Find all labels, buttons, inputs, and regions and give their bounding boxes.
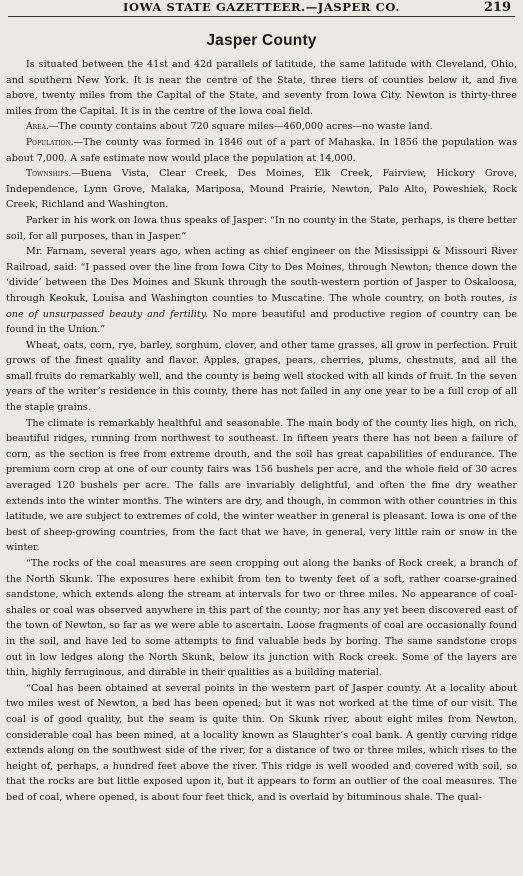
header-rule — [8, 16, 515, 17]
page-number: 219 — [483, 0, 511, 15]
article-body — [6, 57, 517, 806]
paragraph-climate: The climate is remarkably healthful and seasonable. The main body of the county lies high, on rich, beautiful ridges, running from northwest to southeast. In fifteen years there has not been a failure of corn, as the section is free from extreme drouth, and the soil has great capabilities of endurance. The premium corn crop at one of our county fairs was 156 bushels per acre, and the whole field of 30 acres averaged 120 bushels per acre. The falls are invariably delightful, and often the fine dry weather extends into the winter months. The winters are dry, and though, in common with other countries in this latitude, we are subject to extremes of cold, the winter weather in general is pleasant. Iowa is one of the best of sheep-growing countries, from the fact that we have, in general, very little rain or snow in the winter. — [6, 417, 517, 554]
paragraph-rocks: “The rocks of the coal measures are seen cropping out along the banks of Rock creek, a branch of the North Skunk. The exposures here exhibit from ten to twenty feet of a soft, rather coarse-grained sandstone, which extends along the stream at intervals for two or three miles. No appearance of coal-shales or coal was observed anywhere in this part of the county; nor has any yet been discovered east of the town of Newton, so far as we were able to ascertain. Loose fragments of coal are occasionally found in the soil, and have led to some attempts to find valuable beds by boring. The same sandstone crops out in low ledges along the North Skunk, below its junction with Rock creek. Some of the layers are thin, highly ferruginous, and durable in their qualities as a building material. — [6, 558, 517, 679]
paragraph-area: Area.—The county contains about 720 square miles—460,000 acres—no waste land. — [26, 121, 433, 133]
running-head — [6, 0, 517, 16]
section-lead-area: Area. — [26, 121, 49, 133]
paragraph-farnam-quote: Mr. Farnam, several years ago, when acting as chief engineer on the Mississippi & Missouri River Railroad, said: “I passed over the line from Iowa City to Des Moines, through Newton; thence down the ‘divide’ between the Des Moines and Skunk through the south-western portion of Jasper to Oskaloosa, through Keokuk, Louisa and Washington counties to Muscatine. The whole country, on both routes, is one of unsurpassed beauty and fertility. No more beautiful and productive region of country can be found in the Union.” — [6, 246, 517, 336]
section-lead-population: Population. — [26, 136, 74, 148]
paragraph-crops: Wheat, oats, corn, rye, barley, sorghum, clover, and other tame grasses, all grow in perfection. Fruit grows of the finest quality and flavor. Apples, grapes, pears, cherries, plums, chestnuts, and all the small fruits do remarkably well, and the county is being well stocked with all kinds of fruit. In the seven years of the writer’s residence in this county, there has not failed in any one year to be a full crop of all the staple grains. — [6, 339, 517, 414]
paragraph-population: Population.—The county was formed in 1846 out of a part of Mahaska. In 1856 the population was about 7,000. A safe estimate now would place the population at 14,000. — [6, 136, 517, 164]
paragraph-intro: Is situated between the 41st and 42d parallels of latitude, the same latitude with Cleveland, Ohio, and southern New York. It is near the centre of the State, three tiers of counties below it, and five above, twenty miles from the Capital of the State, and seventy from Iowa City. Newton is thirty-three miles from the Capital. It is in the centre of the Iowa coal field. — [6, 59, 517, 117]
paragraph-coal: “Coal has been obtained at several points in the western part of Jasper county. At a locality about two miles west of Newton, a bed has been opened; but it was not worked at the time of our visit. The coal is of good quality, but the seam is quite thin. On Skunk river, about eight miles from Newton, considerable coal has been mined, at a locality known as Slaughter’s coal bank. A gently curving ridge extends along on the southwest side of the river, for a distance of two or three miles, which rises to the height of, perhaps, a hundred feet above the river. This ridge is well wooded and covered with soil, so that the rocks are but little exposed upon it, but it appears to form an outlier of the coal measures. The bed of coal, where opened, is about four feet thick, and is overlaid by bituminous shale. The qual- — [6, 682, 517, 803]
running-title: IOWA STATE GAZETTEER.—JASPER CO. — [123, 0, 400, 14]
paragraph-townships: Townships.—Buena Vista, Clear Creek, Des Moines, Elk Creek, Fairview, Hickory Grove, Independence, Lynn Grove, Malaka, Mariposa, Mound Prairie, Newton, Palo Alto, Poweshiek, Rock Creek, Richland and Washington. — [6, 168, 517, 211]
page-title: Jasper County — [206, 32, 317, 49]
italic-phrase: is one of unsurpassed beauty and fertility. — [6, 292, 517, 320]
paragraph-parker-quote: Parker in his work on Iowa thus speaks of Jasper: “In no county in the State, perhaps, is there better soil, for all purposes, than in Jasper.” — [6, 214, 517, 242]
section-lead-townships: Townships. — [26, 168, 72, 180]
